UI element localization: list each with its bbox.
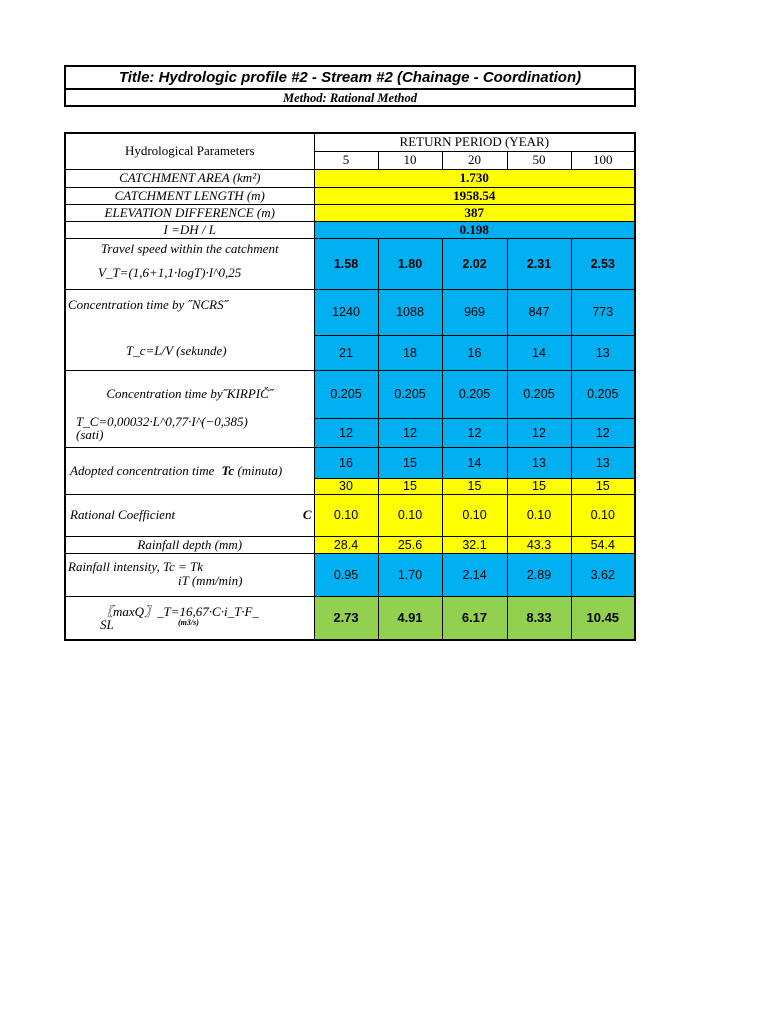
rainfall-intensity-value: 0.95 — [314, 553, 378, 596]
adopted-label: Adopted concentration time — [70, 462, 215, 478]
period-cell: 5 — [314, 151, 378, 169]
travel-speed-value: 2.02 — [442, 238, 507, 289]
discharge-value: 8.33 — [507, 596, 571, 640]
adopted-row — [65, 447, 635, 478]
rainfall-depth-value: 54.4 — [571, 536, 635, 553]
rainfall-intensity-value: 2.89 — [507, 553, 571, 596]
slope-row — [65, 221, 635, 238]
elevation-value: 387 — [314, 204, 635, 221]
travel-speed-value: 2.31 — [507, 238, 571, 289]
travel-speed-title: Travel speed within the catchment — [100, 240, 279, 256]
travel-speed-value: 1.58 — [314, 238, 378, 289]
kirpich-time-value: 12 — [314, 418, 378, 447]
catchment-area-label: CATCHMENT AREA (km²) — [65, 169, 314, 187]
ncrs-time-value: 13 — [571, 335, 635, 370]
period-cell: 50 — [507, 151, 571, 169]
travel-speed-value: 2.53 — [571, 238, 635, 289]
discharge-value: 4.91 — [378, 596, 442, 640]
catchment-length-label: CATCHMENT LENGTH (m) — [65, 187, 314, 204]
kirpich-value: 0.205 — [507, 370, 571, 418]
rainfall-depth-label: Rainfall depth (mm) — [65, 536, 314, 553]
adopted-time-value: 15 — [571, 478, 635, 494]
rational-symbol: C — [302, 507, 312, 522]
kirpich-time-value: 12 — [378, 418, 442, 447]
ncrs-value: 1088 — [378, 289, 442, 335]
catchment-length-row — [65, 187, 635, 204]
rainfall-intensity-value: 1.70 — [378, 553, 442, 596]
kirpich-formula: T_C=0,00032∙L^0,77∙I^(−0,385) — [76, 413, 248, 429]
rational-label: Rational Coefficient — [70, 507, 176, 522]
adopted-value: 13 — [571, 447, 635, 478]
rainfall-intensity-row — [65, 553, 635, 596]
ncrs-value: 773 — [571, 289, 635, 335]
adopted-value: 14 — [442, 447, 507, 478]
kirpich-value: 0.205 — [378, 370, 442, 418]
period-cell: 10 — [378, 151, 442, 169]
adopted-value: 13 — [507, 447, 571, 478]
rational-value: 0.10 — [507, 494, 571, 536]
rainfall-depth-row — [65, 536, 635, 553]
rainfall-depth-value: 43.3 — [507, 536, 571, 553]
catchment-area-row — [65, 169, 635, 187]
period-cell: 100 — [571, 151, 635, 169]
rainfall-intensity-label-cell — [65, 553, 314, 596]
rainfall-depth-value: 25.6 — [378, 536, 442, 553]
discharge-formula-sl: SL — [100, 616, 114, 632]
rational-value: 0.10 — [314, 494, 378, 536]
parameters-header: Hydrological Parameters — [65, 133, 314, 169]
slope-label: I =DH / L — [65, 221, 314, 238]
catchment-area-value: 1.730 — [314, 169, 635, 187]
discharge-formula: 〖maxQ〗_T=16,67∙C∙i_T∙F_ — [100, 603, 260, 619]
rational-label-cell — [65, 494, 314, 536]
adopted-time-value: 15 — [442, 478, 507, 494]
ncrs-row — [65, 289, 635, 335]
kirpich-time-value: 12 — [442, 418, 507, 447]
adopted-value: 15 — [378, 447, 442, 478]
adopted-unit: (minuta) — [237, 462, 283, 478]
rainfall-intensity-label: Rainfall intensity, Tc = Tk — [68, 558, 204, 574]
method-label: Method: Rational Method — [282, 91, 418, 105]
rainfall-intensity-sublabel: iT (mm/min) — [178, 572, 243, 588]
kirpich-value: 0.205 — [314, 370, 378, 418]
kirpich-time-value: 12 — [507, 418, 571, 447]
travel-speed-label — [65, 238, 314, 289]
period-cell: 20 — [442, 151, 507, 169]
adopted-value: 16 — [314, 447, 378, 478]
discharge-label-cell — [65, 596, 314, 640]
elevation-label: ELEVATION DIFFERENCE (m) — [65, 204, 314, 221]
rainfall-depth-value: 32.1 — [442, 536, 507, 553]
adopted-time-value: 15 — [507, 478, 571, 494]
kirpich-time-value: 12 — [571, 418, 635, 447]
kirpich-value: 0.205 — [442, 370, 507, 418]
rainfall-depth-value: 28.4 — [314, 536, 378, 553]
rational-value: 0.10 — [442, 494, 507, 536]
travel-speed-value: 1.80 — [378, 238, 442, 289]
discharge-value: 6.17 — [442, 596, 507, 640]
adopted-label-cell — [65, 447, 314, 494]
ncrs-label: Concentration time by ˝NCRS˝ — [68, 296, 228, 312]
discharge-unit: (m3/s) — [178, 617, 199, 627]
ncrs-time-value: 14 — [507, 335, 571, 370]
ncrs-formula: T_c=L/V (sekunde) — [126, 342, 227, 358]
return-period-header: RETURN PERIOD (YEAR) — [314, 133, 635, 151]
discharge-value: 10.45 — [571, 596, 635, 640]
ncrs-label-cell — [65, 289, 314, 370]
ncrs-value: 1240 — [314, 289, 378, 335]
rational-row — [65, 494, 635, 536]
elevation-row — [65, 204, 635, 221]
kirpich-row — [65, 370, 635, 418]
catchment-length-value: 1958.54 — [314, 187, 635, 204]
travel-speed-row — [65, 238, 635, 289]
discharge-value: 2.73 — [314, 596, 378, 640]
page-title: Title: Hydrologic profile #2 - Stream #2 (Chainage - Coordination) — [66, 67, 634, 90]
rainfall-intensity-value: 3.62 — [571, 553, 635, 596]
adopted-time-value: 30 — [314, 478, 378, 494]
rational-value: 0.10 — [378, 494, 442, 536]
discharge-row — [65, 596, 635, 640]
rational-value: 0.10 — [571, 494, 635, 536]
kirpich-value: 0.205 — [571, 370, 635, 418]
hydrology-table — [64, 132, 636, 641]
slope-value: 0.198 — [314, 221, 635, 238]
adopted-symbol: Tc — [221, 462, 235, 478]
rainfall-intensity-value: 2.14 — [442, 553, 507, 596]
adopted-time-value: 15 — [378, 478, 442, 494]
kirpich-label: Concentration time by˝KIRPIČ˝ — [106, 385, 274, 401]
ncrs-time-value: 18 — [378, 335, 442, 370]
ncrs-time-value: 16 — [442, 335, 507, 370]
header-row — [65, 133, 635, 151]
kirpich-formula-unit: (sati) — [76, 426, 104, 442]
travel-speed-formula: V_T=(1,6+1,1∙logT)∙I^0,25 — [98, 264, 242, 280]
ncrs-value: 847 — [507, 289, 571, 335]
kirpich-label-cell — [65, 370, 314, 447]
ncrs-time-value: 21 — [314, 335, 378, 370]
ncrs-value: 969 — [442, 289, 507, 335]
title-box — [64, 65, 636, 107]
